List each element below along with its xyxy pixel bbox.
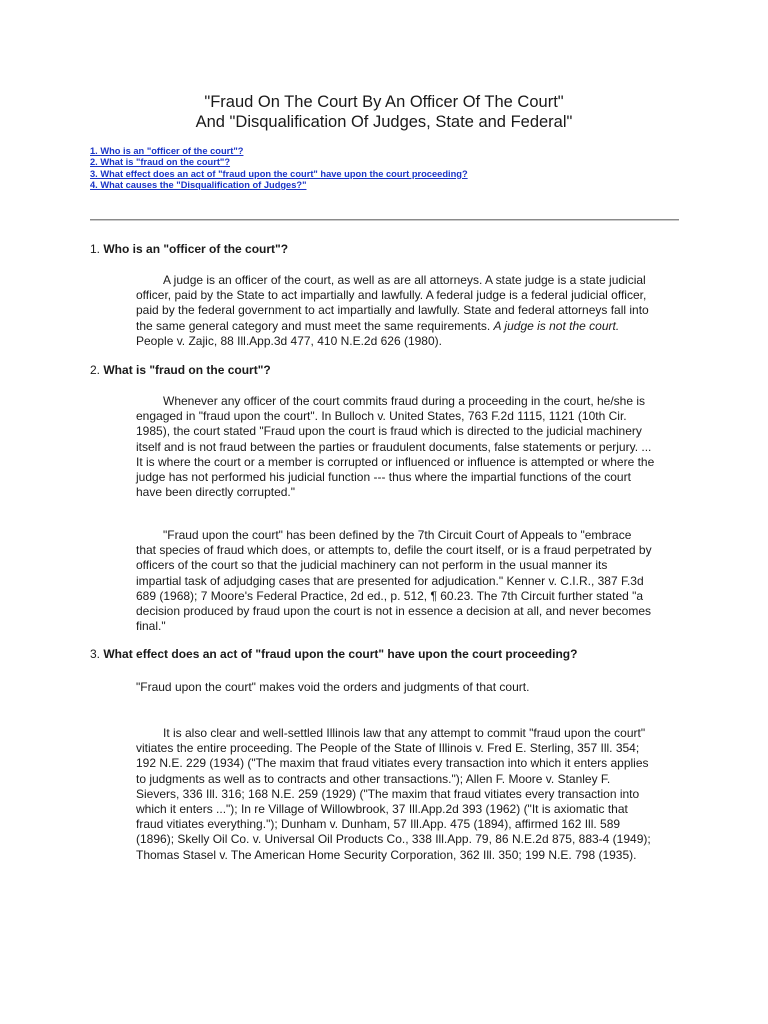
paragraph-illinois-law: [136, 726, 678, 863]
text-line: It is where the court or a member is corrupted or influenced or influence is attempted or where the: [136, 454, 655, 469]
text-line: A judge is an officer of the court, as well as are all attorneys. A state judge is a state judicial: [163, 273, 646, 287]
section-heading-1: [90, 242, 288, 257]
text-line: Whenever any officer of the court commits fraud during a proceeding in the court, he/she is: [163, 394, 646, 408]
text-line: (1896); Skelly Oil Co. v. Universal Oil Products Co., 338 Ill.App. 79, 86 N.E.2d 875, 883-4 (1949);: [136, 832, 651, 847]
text-line: "Fraud upon the court" has been defined by the 7th Circuit Court of Appeals to "embrace: [163, 528, 632, 542]
text-line: 192 N.E. 229 (1934) ("The maxim that fraud vitiates every transaction into which it enters applies: [136, 756, 649, 771]
text-line: It is also clear and well-settled Illinois law that any attempt to commit "fraud upon the court": [163, 726, 646, 740]
horizontal-divider: [90, 219, 679, 221]
text-line: that species of fraud which does, or attempts to, defile the court itself, or is a fraud perpetrated by: [136, 543, 652, 558]
text-line: officer, paid by the State to act impartially and lawfully. A federal judge is a federal judicial officer,: [136, 288, 647, 303]
toc-link-2[interactable]: 2. What is "fraud on the court"?: [90, 157, 231, 168]
text-line: vitiates the entire proceeding. The People of the State of Illinois v. Fred E. Sterling, 357 Ill. 354;: [136, 741, 640, 756]
section-heading-3: [90, 647, 577, 662]
text-line: fraud vitiates everything."); Dunham v. Dunham, 57 Ill.App. 475 (1894), affirmed 162 Ill. 589: [136, 817, 621, 832]
text-fragment: the same general category and must meet the same requirements.: [136, 318, 491, 333]
text-line: judge has not performed his judicial function --- thus where the impartial functions of the court: [136, 470, 631, 485]
title-line-1: "Fraud On The Court By An Officer Of The Court": [204, 93, 564, 111]
paragraph-officer: [136, 273, 678, 349]
section-heading-2: [90, 363, 271, 378]
text-line: to judgments as well as to contracts and other transactions."); Allen F. Moore v. Stanley F.: [136, 771, 611, 786]
paragraph-fraud-definition: [136, 394, 678, 500]
toc-link-1[interactable]: 1. Who is an "officer of the court"?: [90, 146, 244, 156]
section-title: What is "fraud on the court"?: [103, 363, 271, 377]
table-of-contents: [90, 146, 468, 191]
toc-link-4[interactable]: 4. What causes the "Disqualification of Judges?": [90, 179, 307, 190]
text-line: final.": [136, 619, 166, 634]
paragraph-seventh-circuit: [136, 528, 678, 634]
text-line: have been directly corrupted.": [136, 485, 296, 500]
text-line: paid by the federal government to act impartially and lawfully. State and federal attorneys fall into: [136, 303, 649, 318]
text-line: decision produced by fraud upon the court is not in essence a decision at all, and never becomes: [136, 604, 651, 619]
text-line: "Fraud upon the court" makes void the orders and judgments of that court.: [136, 680, 530, 694]
section-number: 1.: [90, 242, 101, 256]
text-line: Sievers, 336 Ill. 316; 168 N.E. 259 (1929) ("The maxim that fraud vitiates every transaction into: [136, 786, 640, 801]
document-title: [0, 92, 768, 132]
text-line: 1985), the court stated "Fraud upon the court is fraud which is directed to the judicial machinery: [136, 424, 642, 439]
text-line: 689 (1968); 7 Moore's Federal Practice, 2d ed., p. 512, ¶ 60.23. The 7th Circuit further stated "a: [136, 588, 644, 603]
title-line-2: And "Disqualification Of Judges, State and Federal": [195, 113, 573, 131]
section-title: Who is an "officer of the court"?: [103, 242, 289, 256]
text-line: itself and is not fraud between the parties or fraudulent documents, false statements or perjury. ...: [136, 439, 652, 454]
toc-link-3[interactable]: 3. What effect does an act of "fraud upon the court" have upon the court proceeding?: [90, 168, 468, 179]
text-line: engaged in "fraud upon the court". In Bulloch v. United States, 763 F.2d 1115, 1121 (10th Cir.: [136, 409, 627, 424]
text-line: People v. Zajic, 88 Ill.App.3d 477, 410 N.E.2d 626 (1980).: [136, 333, 442, 348]
text-line: [136, 319, 678, 334]
section-number: 2.: [90, 363, 101, 377]
text-line: Thomas Stasel v. The American Home Security Corporation, 362 Ill. 350; 199 N.E. 798 (1935).: [136, 847, 637, 862]
text-line: which it enters ..."); In re Village of Willowbrook, 37 Ill.App.2d 393 (1962) ("It is axiomatic that: [136, 802, 628, 817]
text-line: officers of the court so that the judicial machinery can not perform in the usual manner its: [136, 558, 608, 573]
paragraph-void-orders: [136, 680, 678, 695]
section-title: What effect does an act of "fraud upon the court" have upon the court proceeding?: [103, 647, 578, 661]
section-number: 3.: [90, 647, 101, 661]
text-line: impartial task of adjudging cases that are presented for adjudication." Kenner v. C.I.R., 387 F.3d: [136, 573, 644, 588]
emphasis-text: A judge is not the court.: [493, 318, 620, 333]
